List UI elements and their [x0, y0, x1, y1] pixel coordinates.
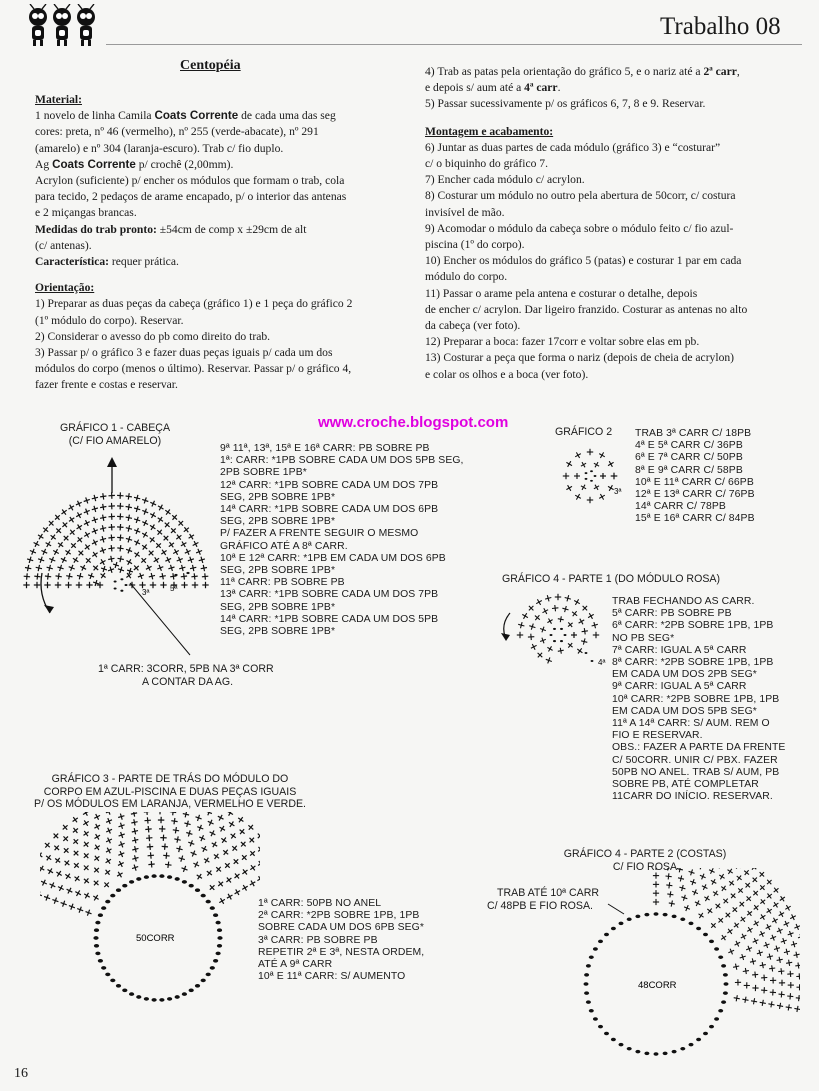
step-line-part: 2ª carr	[703, 65, 737, 78]
g1-caption-line: A CONTAR DA AG.	[142, 675, 234, 688]
steps-top	[425, 64, 795, 113]
material-line	[35, 189, 405, 205]
g3-note-line: 3ª CARR: PB SOBRE PB	[258, 934, 378, 946]
g2-title: GRÁFICO 2	[555, 426, 613, 438]
g1-note-line: 12ª CARR: *1PB SOBRE CADA UM DOS 7PB	[220, 479, 439, 491]
g4p1-diagram	[496, 585, 616, 677]
material-line-part: cores: preta, nº 46 (vermelho), nº 255 (verde-abacate), nº 291	[35, 125, 319, 139]
assembly-line: módulo do corpo.	[425, 270, 508, 284]
orientation-heading: Orientação:	[35, 281, 95, 295]
g4p1-note-line: 11ª A 14ª CARR: S/ AUM. REM O	[612, 718, 770, 730]
g2-note-line: 6ª E 7ª CARR C/ 50PB	[635, 452, 743, 464]
g4p2-center-label: 48CORR	[638, 980, 677, 991]
assembly-line: piscina (1º do corpo).	[425, 238, 525, 252]
g1-diagram	[20, 455, 220, 665]
g4p1-note-line: 7ª CARR: IGUAL A 5ª CARR	[612, 644, 747, 656]
g1-title-line: GRÁFICO 1 - CABEÇA	[59, 422, 171, 434]
g1-title-line: (C/ FIO AMARELO)	[68, 434, 162, 447]
material-line-part: Coats Corrente	[52, 157, 136, 171]
material-list	[35, 108, 405, 221]
g3-title-line: P/ OS MÓDULOS EM LARANJA, VERMELHO E VERDE.	[34, 798, 306, 810]
assembly-heading: Montagem e acabamento:	[425, 124, 554, 138]
g3-title	[14, 773, 326, 811]
g1-note-line: 11ª CARR: PB SOBRE PB	[220, 577, 345, 589]
right-column	[425, 64, 795, 383]
g4p1-note-line: C/ 50CORR. UNIR C/ PBX. FAZER	[612, 754, 778, 766]
g4p1-note-line: 5ª CARR: PB SOBRE PB	[612, 608, 732, 620]
assembly-line: 11) Passar o arame pela antena e costurar o detalhe, depois	[425, 286, 698, 300]
measures-value: ±54cm de comp x ±29cm de alt	[156, 222, 307, 236]
g1-note-line: SEG, 2PB SOBRE 1PB*	[220, 601, 336, 613]
g1-note-line: 14ª CARR: *1PB SOBRE CADA UM DOS 5PB	[220, 613, 439, 625]
g4p2-diagram	[568, 868, 800, 1068]
g2-label: 3ª	[614, 487, 622, 496]
g3-title-line: GRÁFICO 3 - PARTE DE TRÁS DO MÓDULO DO	[51, 773, 289, 785]
characteristic-value: requer prática.	[109, 255, 179, 269]
assembly-line: de encher c/ acrylon. Dar ligeiro franzido. Costurar as antenas no alto	[425, 302, 748, 316]
material-line	[35, 124, 405, 140]
g3-note-line: REPETIR 2ª E 3ª, NESTA ORDEM,	[258, 946, 425, 958]
assembly-line: invisível de mão.	[425, 205, 505, 219]
g2-diagram	[552, 442, 634, 510]
step-line-part: ,	[736, 65, 740, 78]
measures-label: Medidas do trab pronto:	[35, 222, 157, 236]
measures-note: (c/ antenas).	[35, 238, 92, 252]
g3-note-line: 10ª E 11ª CARR: S/ AUMENTO	[258, 971, 406, 983]
material-line-part: para tecido, 2 pedaços de arame encapado, p/ o interior das antenas	[35, 190, 347, 204]
g3-note-line: 1ª CARR: 50PB NO ANEL	[258, 898, 382, 909]
project-title: Centopéia	[180, 58, 241, 73]
assembly-line: 12) Preparar a boca: fazer 17corr e voltar sobre elas em pb.	[425, 335, 700, 349]
assembly-line: 13) Costurar a peça que forma o nariz (depois de cheia de acrylon)	[425, 351, 735, 365]
orientation-line: 2) Considerar o avesso do pb como direito do trab.	[35, 329, 271, 343]
orientation-line: 3) Passar p/ o gráfico 3 e fazer duas peças iguais p/ cada um dos	[35, 346, 333, 360]
step-line	[425, 80, 795, 96]
g1-note-line: 10ª E 12ª CARR: *1PB EM CADA UM DOS 6PB	[220, 552, 446, 564]
step-line-part: 4) Trab as patas pela orientação do gráfico 5, e o nariz até a	[425, 65, 704, 78]
step-line	[425, 64, 795, 80]
g2-notes	[635, 428, 805, 526]
material-line-part: Acrylon (suficiente) p/ encher os módulos que formam o trab, cola	[35, 174, 345, 188]
g2-note-line: 15ª E 16ª CARR C/ 84PB	[635, 513, 755, 525]
step-line	[425, 96, 795, 112]
page-title: Trabalho 08	[660, 13, 781, 40]
g3-notes	[258, 898, 458, 983]
step-line-part: e depois s/ aum até a	[425, 81, 525, 95]
orientation-line: 1) Preparar as duas peças da cabeça (gráfico 1) e 1 peça do gráfico 2	[35, 297, 353, 311]
material-line	[35, 157, 405, 173]
g4p1-note-line: EM CADA UM DOS 2PB SEG*	[612, 669, 757, 681]
measures	[35, 222, 405, 238]
assembly-line: 9) Acomodar o módulo da cabeça sobre o módulo feito c/ fio azul-	[425, 221, 734, 235]
material-line-part: de cada uma das seg	[238, 109, 336, 123]
orientation-list	[35, 296, 405, 393]
g4p2-title-line: C/ FIO ROSA	[612, 860, 678, 873]
material-line-part: p/ crochê (2,00mm).	[135, 157, 234, 171]
assembly-line: c/ o biquinho do gráfico 7.	[425, 157, 548, 171]
g4p1-note-line: FIO E RESERVAR.	[612, 730, 703, 742]
material-line-part: e 2 miçangas brancas.	[35, 206, 137, 220]
website-link[interactable]: www.croche.blogspot.com	[318, 414, 509, 431]
material-line	[35, 141, 405, 157]
material-line-part: Ag	[35, 157, 53, 171]
g4p1-note-line: 9ª CARR: IGUAL A 5ª CARR	[612, 681, 747, 693]
g4p1-note-line: EM CADA UM DOS 5PB SEG*	[612, 705, 757, 717]
g4p1-note-line: 11CARR DO INÍCIO. RESERVAR.	[612, 791, 773, 803]
orientation-line: (1º módulo do corpo). Reservar.	[35, 313, 184, 327]
g2-note-line: TRAB 3ª CARR C/ 18PB	[635, 428, 752, 439]
g1-note-line: 13ª CARR: *1PB SOBRE CADA UM DOS 7PB	[220, 589, 439, 601]
step-line-part: 5) Passar sucessivamente p/ os gráficos 6, 7, 8 e 9. Reservar.	[425, 97, 706, 111]
g1-label-5: 5ª	[170, 584, 178, 593]
material-line-part: Coats Corrente	[154, 109, 239, 123]
g2-note-line: 8ª E 9ª CARR C/ 58PB	[635, 464, 743, 476]
material-line	[35, 205, 405, 221]
left-column	[35, 92, 405, 394]
g4p1-title: GRÁFICO 4 - PARTE 1 (DO MÓDULO ROSA)	[502, 573, 720, 585]
g3-note-line: ATÉ A 9ª CARR	[258, 959, 333, 971]
arrow-up-icon	[107, 457, 117, 467]
arrow-curve-icon	[501, 633, 510, 641]
g3-note-line: SOBRE CADA UM DOS 6PB SEG*	[258, 922, 425, 934]
g3-title-line: CORPO EM AZUL-PISCINA E DUAS PEÇAS IGUAIS	[43, 785, 297, 798]
characteristic	[35, 254, 405, 270]
assembly-line: 7) Encher cada módulo c/ acrylon.	[425, 173, 585, 187]
assembly-line: 10) Encher os módulos do gráfico 5 (patas) e costurar 1 par em cada	[425, 254, 742, 268]
g4p1-note-line: 10ª CARR: *2PB SOBRE 1PB, 1PB	[612, 693, 780, 705]
g1-label-3: 3ª	[142, 588, 150, 597]
g2-note-line: 10ª E 11ª CARR C/ 66PB	[635, 476, 754, 488]
g4p2-title-line: GRÁFICO 4 - PARTE 2 (COSTAS)	[563, 848, 727, 860]
g4p1-note-line: 50PB NO ANEL. TRAB S/ AUM, PB	[612, 766, 780, 778]
material-line-part: (amarelo) e nº 304 (laranja-escuro). Trab c/ fio duplo.	[35, 141, 284, 155]
g1-note-line: SEG, 2PB SOBRE 1PB*	[220, 491, 336, 503]
g1-note-line: SEG, 2PB SOBRE 1PB*	[220, 516, 336, 528]
g1-note-line: SEG, 2PB SOBRE 1PB*	[220, 565, 336, 577]
g1-note-line: 2PB SOBRE 1PB*	[220, 467, 307, 479]
assembly-list	[425, 140, 795, 383]
orientation-line: módulos do corpo (menos o último). Reservar. Passar p/ o gráfico 4,	[35, 362, 352, 376]
mascot-logo	[22, 4, 102, 48]
g1-note-line: 1ª: CARR: *1PB SOBRE CADA UM DOS 5PB SEG,	[220, 455, 464, 467]
g4p1-note-line: NO PB SEG*	[612, 632, 675, 644]
step-line-part: 4ª carr	[524, 81, 558, 95]
material-heading: Material:	[35, 93, 82, 106]
assembly-line: 6) Juntar as duas partes de cada módulo (gráfico 3) e “costurar”	[425, 140, 721, 154]
g4p2-note-line: C/ 48PB E FIO ROSA.	[487, 899, 593, 912]
g4p1-label: 4ª	[598, 658, 606, 667]
g4p1-note-line: TRAB FECHANDO AS CARR.	[612, 596, 755, 607]
g4p1-note-line: SOBRE PB, ATÉ COMPLETAR	[612, 779, 759, 791]
g1-notes	[220, 443, 510, 638]
characteristic-label: Característica:	[35, 255, 110, 269]
g1-note-line: GRÁFICO ATÉ A 8ª CARR.	[220, 540, 348, 552]
material-line-part: 1 novelo de linha Camila	[35, 109, 155, 123]
g1-caption	[98, 663, 274, 688]
g1-note-line: 9ª 11ª, 13ª, 15ª E 16ª CARR: PB SOBRE PB	[220, 443, 430, 454]
material-line	[35, 173, 405, 189]
g4p1-note-line: 6ª CARR: *2PB SOBRE 1PB, 1PB	[612, 620, 774, 632]
assembly-line: e colar os olhos e a boca (ver foto).	[425, 367, 589, 381]
g4p2-note-line: TRAB ATÉ 10ª CARR	[497, 887, 600, 899]
page-number: 16	[14, 1066, 28, 1081]
g3-diagram	[40, 812, 260, 1052]
step-line-part: .	[557, 81, 561, 95]
g1-title	[50, 422, 180, 447]
g2-note-line: 14ª CARR C/ 78PB	[635, 501, 726, 513]
g1-note-line: P/ FAZER A FRENTE SEGUIR O MESMO	[220, 528, 419, 540]
assembly-line: 8) Costurar um módulo no outro pela abertura de 50corr, c/ costura	[425, 189, 736, 203]
g4p1-note-line: 8ª CARR: *2PB SOBRE 1PB, 1PB	[612, 657, 774, 669]
g2-note-line: 12ª E 13ª CARR C/ 76PB	[635, 489, 755, 501]
g4p1-note-line: OBS.: FAZER A PARTE DA FRENTE	[612, 742, 786, 754]
assembly-line: da cabeça (ver foto).	[425, 319, 521, 333]
header-rule	[106, 44, 802, 45]
g4p1-notes	[612, 596, 812, 803]
g1-note-line: 14ª CARR: *1PB SOBRE CADA UM DOS 6PB	[220, 504, 439, 516]
g1-caption-line: 1ª CARR: 3CORR, 5PB NA 3ª CORR	[98, 663, 274, 675]
g2-note-line: 4ª E 5ª CARR C/ 36PB	[635, 440, 743, 452]
g3-note-line: 2ª CARR: *2PB SOBRE 1PB, 1PB	[258, 910, 420, 922]
g1-note-line: SEG, 2PB SOBRE 1PB*	[220, 626, 336, 638]
bugs-icon	[22, 4, 102, 48]
g3-center-label: 50CORR	[136, 933, 175, 944]
orientation-line: fazer frente e costas e reservar.	[35, 378, 178, 392]
material-line	[35, 108, 405, 124]
